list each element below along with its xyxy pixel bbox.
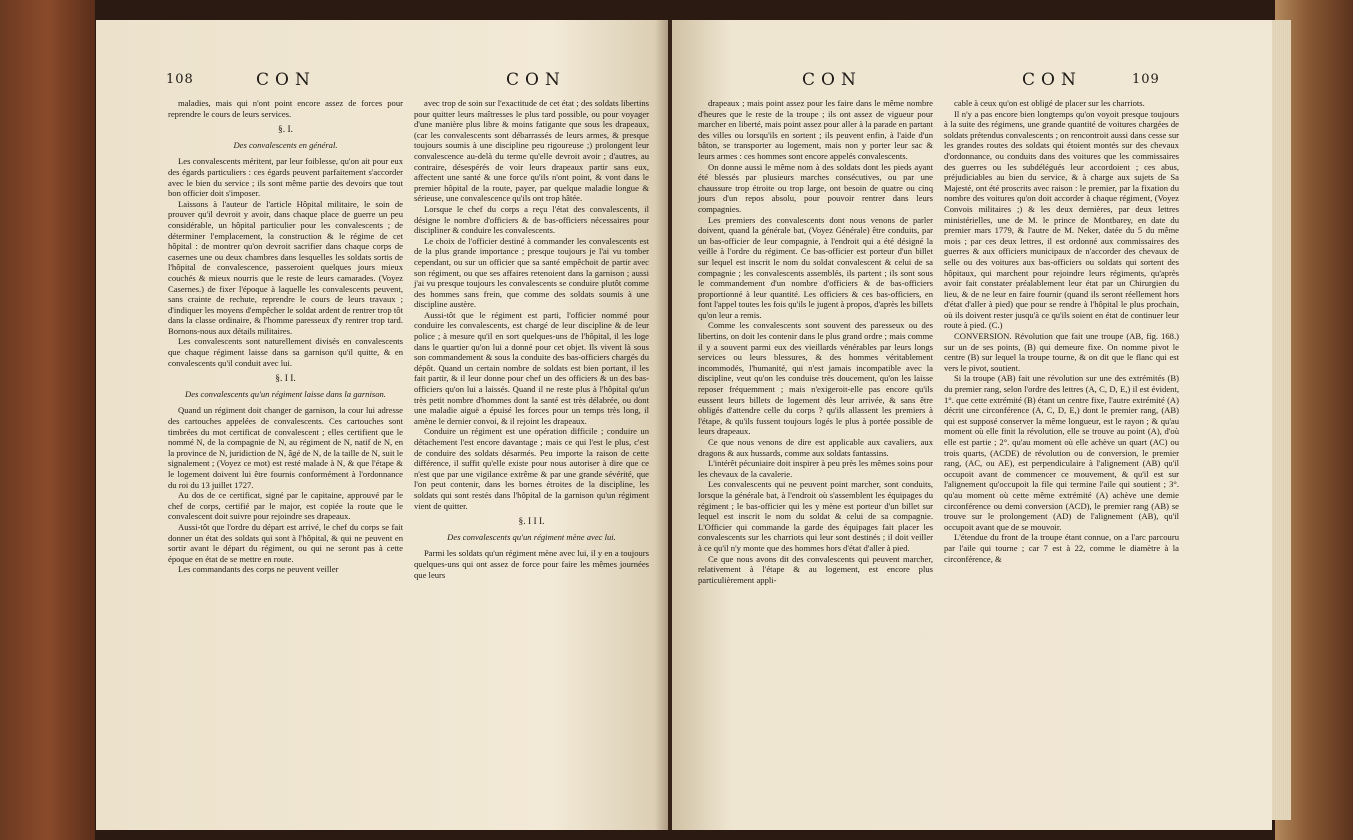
paragraph: Il n'y a pas encore bien longtemps qu'on voyoit presque toujours à la suite des régimens, une grande quantité de voitures chargées de soldats prétendus convalescents ; on rencontroit aussi dans cesse sur les grandes routes des soldats qui étoient montés sur des chevaux d'ordonnance, ou conduits dans des voitures que les commissaires des guerres ou les subdélégués leur accordoient ; ces abus, préjudiciables au bien du service, & à charge aux sujets de Sa Majesté, ont été proscrits avec raison : le premier, par la fixation du nombre des voitures qu'on doit accorder à chaque régiment, (Voyez Convois militaires ;) & les deux dernières, par deux lettres ministérielles, une de M. le prince de Montbarey, en date du premier mars 1779, & l'autre de M. Neker, datée du 5 du même mois ; par ces deux lettres, il est ordonné aux commissaires des guerres & aux officiers municipaux de n'accorder des chevaux de selle ou des voitures aux bas-officiers ou soldats qui sortent des hôpitaux, qui marchent pour rejoindre leurs régiments, qu'après avoir fait constater préalablement leur état par un Chirurgien du lieu, & de ne leur en faire fournir (quand ils seront réellement hors d'état d'aller à pied) que pour se rendre à l'hôpital le plus prochain, où ils doivent rester jusqu'à ce qu'ils soient en état de continuer leur route à pied. (C.) [944, 108, 1179, 331]
section-subtitle: Des convalescents qu'un régiment mène avec lui. [447, 531, 616, 542]
section-subtitle: Des convalescents en général. [233, 139, 338, 150]
right-page-column-2 [944, 98, 1179, 564]
section-heading: §. I I I. [518, 517, 545, 528]
left-page-column-2 [414, 98, 649, 580]
left-running-head-1: CON [256, 70, 316, 90]
book-cover-left [0, 0, 95, 840]
paragraph: L'intérêt pécuniaire doit inspirer à peu près les mêmes soins pour les chevaux de la cavalerie. [698, 458, 933, 479]
left-page [96, 20, 668, 830]
paragraph: Parmi les soldats qu'un régiment mène avec lui, il y en a toujours quelques-uns qui ont assez de force pour faire les mêmes journées que leurs [414, 548, 649, 580]
paragraph: L'étendue du front de la troupe étant connue, on a l'arc parcouru par l'aile qui tourne ; car 7 est à 22, comme le diamètre à la circonférence, & [944, 532, 1179, 564]
left-page-column-1 [168, 98, 403, 575]
left-page-number: 108 [166, 72, 194, 87]
paragraph: Conduire un régiment est une opération difficile ; conduire un détachement l'est encore davantage ; mais ce qui l'est le plus, c'est de conduire des soldats désarmés. Peu importe la raison de cette différence, il suffit qu'elle existe pour nous autoriser à dire que ce n'est que par une vigilance extrême & par une grande sévérité, que l'on peut contenir, dans les bornes étroites de la discipline, les soldats qui sont restés dans l'hôpital de la garnison qu'un régiment vient de quitter. [414, 426, 649, 511]
paragraph: drapeaux ; mais point assez pour les faire dans le même nombre d'heures que le reste de la troupe ; ils ont assez de vigueur pour marcher en liberté, mais point assez pour aller à la parade en partant des villes ou lorsqu'ils en sortent ; ils peuvent enfin, à l'aide d'un bâton, se transporter au logement, mais non y porter leur sac & leurs armes : ces hommes sont encore appelés convalescents. [698, 98, 933, 161]
right-page-number: 109 [1132, 72, 1160, 87]
paragraph: Comme les convalescents sont souvent des paresseux ou des libertins, on doit les contenir dans le plus grand ordre ; mais comme il y a souvent parmi eux des vieillards vénérables par leurs longs services ou leurs blessures, & des hommes véritablement incommodés, l'humanité, qui n'est jamais incompatible avec la discipline, veut qu'on les conduise très doucement, qu'on les laisse reposer fréquemment ; mais n'exigeroit-elle pas encore qu'ils eussent leurs billets de logement dès leur arrivée, & sans être obligés d'attendre celle du corps ? qu'ils allassent les premiers à l'étape, & qu'ils fussent toujours logés le plus à portée possible de leurs drapeaux. [698, 320, 933, 437]
right-running-head-2: CON [1022, 70, 1082, 90]
paragraph: Les premiers des convalescents dont nous venons de parler doivent, quand la générale bat, (Voyez Générale) être conduits, par un bas-officier de leur compagnie, à l'endroit qui a été désigné la veille à l'ordre du régiment. Ce bas-officier est porteur d'un billet sur lequel est inscrit le nom du soldat convalescent & celui de sa compagnie ; les convalescents assemblés, ils partent ; ils sont sous le commandement d'un nombre d'officiers & de bas-officiers proportionné à leur quantité. Les officiers & ces bas-officiers, en font l'appel toutes les fois qu'ils le jugent à propos, d'après les billets qu'on leur a remis. [698, 214, 933, 320]
paragraph: Les convalescents qui ne peuvent point marcher, sont conduits, lorsque la générale bat, à l'endroit où s'assemblent les équipages du régiment ; le bas-officier qui les y mène est porteur d'un billet sur lequel est inscrit le nom du soldat & celui de sa compagnie. L'Officier qui commande la garde des équipages fait placer les convalescents sur les charriots qui leur sont destinés ; il doit veiller à ce qu'il n'y monte que des hommes hors d'état d'aller à pied. [698, 479, 933, 553]
paragraph: maladies, mais qui n'ont point encore assez de forces pour reprendre le cours de leurs services. [168, 98, 403, 119]
left-running-head-2: CON [506, 70, 566, 90]
paragraph: CONVERSION. Révolution que fait une troupe (AB, fig. 168.) sur un de ses points, (B) qui demeure fixe. On nomme pivot le centre (B) sur lequel la troupe tourne, & on dit que le flanc qui est vers le pivot, soutient. [944, 331, 1179, 373]
paragraph: Si la troupe (AB) fait une révolution sur une des extrémités (B) du premier rang, selon l'ordre des lettres (A, C, D, E,) il est évident, 1°. que cette extrémité (B) étant un centre fixe, l'autre extrémité (A) décrit une circonférence (A, C, D, E,) dont le premier rang, (AB) qui est supposé conserver la même longueur, est le rayon ; & qu'au moment où elle finit la révolution, elle se trouve au point (A), d'où elle est partie ; 2°. qu'au moment où elle achève un quart (AC) ou trois quarts, (ACDE) de révolution ou de conversion, le premier rang, (AC, ou AE), est perpendiculaire à l'alignement (AB) qu'il occupoit avant de commencer ce mouvement, & qu'il est sur l'alignement qu'occupoit la file qui termine l'aile qui soutient ; 3°. qu'au moment où cette même extrémité (A) achève une demie circonférence ou demi conversion (ACD), le premier rang (AB) se trouve sur le prolongement (AD) de l'alignement (AB), qu'il occupoit avant que de se mouvoir. [944, 373, 1179, 532]
paragraph: Aussi-tôt que l'ordre du départ est arrivé, le chef du corps se fait donner un état des soldats qui sont à l'hôpital, & qui ne peuvent en sortir avant le départ du régiment, ou qui ne seront pas à cette époque en état de se mettre en route. [168, 521, 403, 564]
paragraph: Au dos de ce certificat, signé par le capitaine, approuvé par le chef de corps, certifié par le major, est copiée la route que le convalescent doit suivre pour rejoindre ses drapeaux. [168, 490, 403, 522]
paragraph: Le choix de l'officier destiné à commander les convalescents est de la plus grande importance ; presque toujours je l'ai vu tomber cependant, ou sur un officier que sa santé empêchoit de partir avec son régiment, ou que ses affaires retenoient dans la garnison ; aussi j'ai vu presque toujours les convalescents se conduire plutôt comme des hommes sans frein, que comme des soldats soumis à une discipline austère. [414, 235, 649, 310]
paragraph: Laissons à l'auteur de l'article Hôpital militaire, le soin de prouver qu'il devroit y avoir, dans chaque place de guerre un peu considérable, un hôpital particulier pour les convalescents ; de déterminer l'emplacement, la construction & le régime de cet hôpital : de montrer qu'on devroit sacrifier dans chaque corps de casernes une ou deux chambres dans lesquelles les soldats sortis de l'hôpital de convalescence, passeroient quelques jours mieux couchés & mieux nourris que le reste de leurs camarades. (Voyez Casernes.) de fixer l'époque à laquelle les convalescents peuvent, sans crainte de rechute, reprendre le cours de leurs travaux ; d'indiquer les moyens d'empêcher le soldat ardent de rentrer trop tôt dans la classe ordinaire, & l'homme paresseux d'y rentrer trop tard. Bornons-nous aux détails militaires. [168, 198, 403, 336]
paragraph: On donne aussi le même nom à des soldats dont les pieds ayant été blessés par plusieurs marches consécutives, ou par une chaussure trop étroite ou trop large, ont besoin de quatre ou cinq jours d'un repos absolu, pour pouvoir rentrer dans leurs compagnies. [698, 161, 933, 214]
paragraph: Lorsque le chef du corps a reçu l'état des convalescents, il désigne le nombre d'officiers & de bas-officiers nécessaires pour discipliner & conduire les convalescents. [414, 203, 649, 236]
paragraph: Les convalescents sont naturellement divisés en convalescents que chaque régiment laisse dans sa garnison qu'il quitte, & en convalescents qu'il conduit avec lui. [168, 336, 403, 368]
paragraph: Quand un régiment doit changer de garnison, la cour lui adresse des cartouches appelées de convalescents. Ces cartouches sont timbrées du mot certificat de convalescent ; elles certifient que le nommé N, de la compagnie de N, au régiment de N, natif de N, en la province de N, juridiction de N, âgé de N, de la taille de N, suit le signalement ; (Voyez ce mot) est resté malade à N, & que l'étape & le logement doivent lui être fournis conformément à l'ordonnance du roi du 13 juillet 1727. [168, 405, 403, 490]
paragraph: Ce que nous venons de dire est applicable aux cavaliers, aux dragons & aux hussards, comme aux soldats fantassins. [698, 437, 933, 458]
section-subtitle: Des convalescents qu'un régiment laisse dans la garnison. [185, 388, 386, 399]
paragraph: Aussi-tôt que le régiment est parti, l'officier nommé pour conduire les convalescents, est chargé de leur discipline & de leur police ; à mesure qu'il en sort quelques-uns de l'hôpital, il les loge dans le quartier qu'on lui a donné pour cet objet. Ils vivent là sous son commandement & sous la conduite des bas-officiers chargés du dépôt. Quand un certain nombre de soldats est bien portant, il les fait partir, & il leur donne pour chef un des officiers & un des bas-officiers qu'on lui a laissés. Quand il ne reste plus à l'hôpital qu'un très petit nombre d'hommes dont la santé est très délabrée, ou dont une maladie aiguë a épuisé les forces pour un temps très long, il amène le dernier convoi, & il rejoint les drapeaux. [414, 309, 649, 426]
right-page [672, 20, 1272, 830]
right-running-head-1: CON [802, 70, 862, 90]
right-page-column-1 [698, 98, 933, 585]
paragraph: Les convalescents méritent, par leur foiblesse, qu'on ait pour eux des égards particuliers : ces égards peuvent parfaitement s'accorder avec le bien du service ; ils sont même partie des devoirs que tout bon officier doit s'imposer. [168, 156, 403, 199]
paragraph: Ce que nous avons dit des convalescents qui peuvent marcher, relativement à l'étape & au logement, est encore plus particulièrement appli- [698, 553, 933, 585]
section-heading: §. I I. [275, 374, 296, 385]
paragraph: cable à ceux qu'on est obligé de placer sur les charriots. [954, 98, 1145, 108]
paragraph: Les commandants des corps ne peuvent veiller [178, 564, 339, 575]
paragraph: avec trop de soin sur l'exactitude de cet état ; des soldats libertins pour quitter leurs maîtresses le plus tard possible, ou pour voyager d'une manière plus libre & moins fatigante que sous les drapeaux, (car les convalescents sont débarrassés de leurs armes, & presque toujours soumis à une discipline peu rigoureuse ;) prolongent leur convalescence au-delà du terme qu'elle devroit avoir ; d'autres, au contraire, désespérés de voir leurs drapeaux partir sans eux, affectent une santé & une force qu'ils n'ont point, & vont dans le premier hôpital de la route, payer, par quelque maladie longue & sérieuse, une convalescence qu'ils ont trop hâtée. [414, 98, 649, 204]
section-heading: §. I. [277, 125, 294, 136]
